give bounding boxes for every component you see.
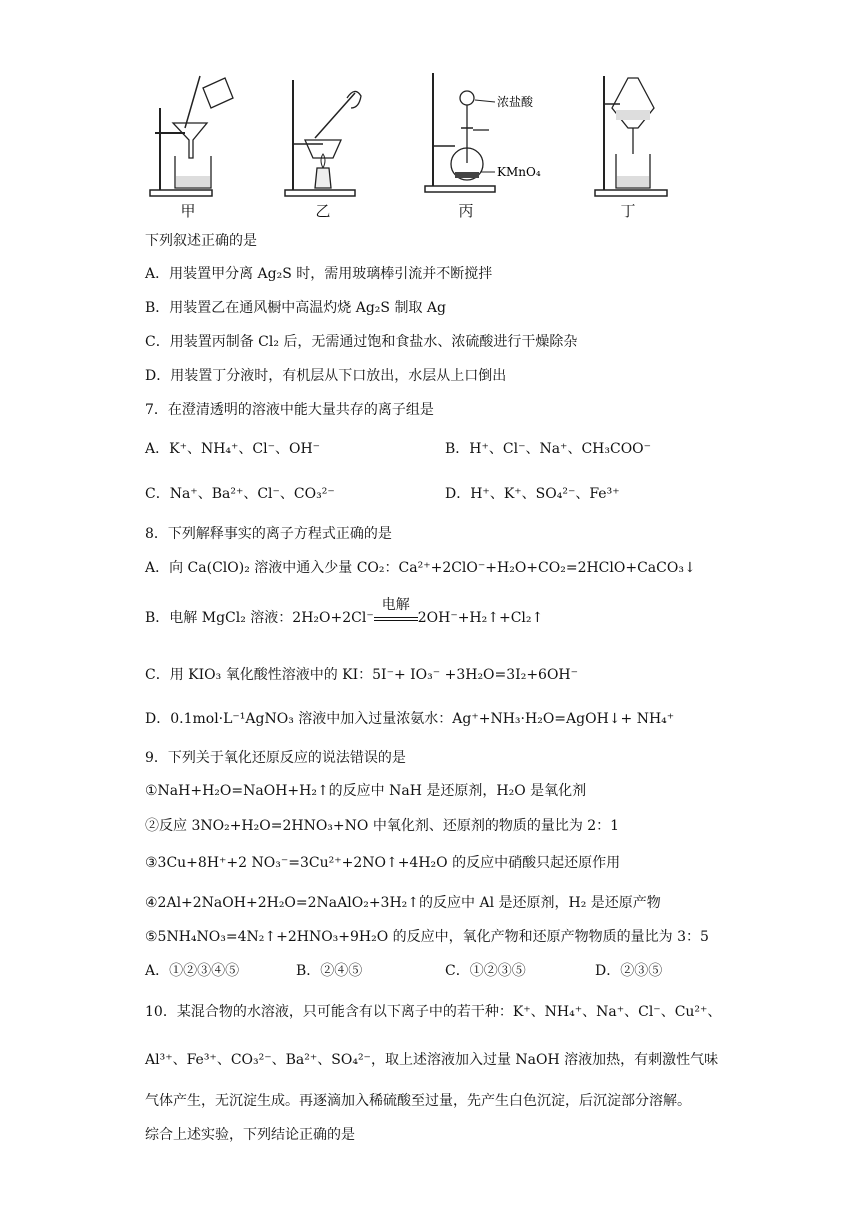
q8-option-b — [145, 597, 544, 628]
caption-bing: 丙 — [458, 202, 474, 220]
q9-option-d: D．②③⑤ — [595, 963, 663, 979]
q9-statement-3: ③3Cu+8H⁺+2 NO₃⁻=3Cu²⁺+2NO↑+4H₂O 的反应中硝酸只起还原作用 — [145, 855, 621, 871]
label-kmno4: KMnO₄ — [497, 165, 541, 179]
q10-line-2: Al³⁺、Fe³⁺、CO₃²⁻、Ba²⁺、SO₄²⁻，取上述溶液加入过量 NaOH 溶液加热，有刺激性气味 — [145, 1052, 719, 1068]
q8-option-a: A．向 Ca(ClO)₂ 溶液中通入少量 CO₂：Ca²⁺+2ClO⁻+H₂O+CO₂=2HClO+CaCO₃↓ — [145, 560, 696, 576]
caption-yi: 乙 — [315, 202, 331, 220]
q6-stem: 下列叙述正确的是 — [145, 233, 257, 249]
q7-option-c: C．Na⁺、Ba²⁺、Cl⁻、CO₃²⁻ — [145, 486, 335, 502]
q7-stem: 7．在澄清透明的溶液中能大量共存的离子组是 — [145, 402, 434, 418]
q8-stem: 8．下列解释事实的离子方程式正确的是 — [145, 526, 392, 542]
apparatus-ding-separatory-funnel — [590, 68, 680, 203]
q6-option-b: B．用装置乙在通风橱中高温灼烧 Ag₂S 制取 Ag — [145, 300, 446, 316]
q8-option-c: C．用 KIO₃ 氧化酸性溶液中的 KI：5I⁻+ IO₃⁻ +3H₂O=3I₂+6OH⁻ — [145, 667, 579, 683]
apparatus-figures — [140, 68, 700, 228]
q8-option-d: D．0.1mol·L⁻¹AgNO₃ 溶液中加入过量浓氨水：Ag⁺+NH₃·H₂O=AgOH↓+ NH₄⁺ — [145, 711, 675, 727]
q8-option-b-left: B．电解 MgCl₂ 溶液：2H₂O+2Cl⁻ — [145, 610, 374, 626]
label-conc-hcl: 浓盐酸 — [497, 95, 534, 109]
apparatus-yi-crucible — [275, 68, 370, 203]
q9-option-c: C．①②③⑤ — [445, 963, 526, 979]
q10-line-1: 10．某混合物的水溶液，只可能含有以下离子中的若干种：K⁺、NH₄⁺、Na⁺、Cl⁻、Cu²⁺、 — [145, 1004, 722, 1020]
apparatus-bing-chlorine — [415, 68, 565, 203]
q10-line-4: 综合上述实验，下列结论正确的是 — [145, 1127, 355, 1143]
apparatus-jia-filtration — [145, 68, 235, 203]
q9-statement-5: ⑤5NH₄NO₃=4N₂↑+2HNO₃+9H₂O 的反应中，氧化产物和还原产物物质的量比为 3：5 — [145, 929, 709, 945]
q7-option-b: B．H⁺、Cl⁻、Na⁺、CH₃COO⁻ — [445, 441, 652, 457]
q7-option-d: D．H⁺、K⁺、SO₄²⁻、Fe³⁺ — [445, 486, 620, 502]
electrolysis-sign — [374, 597, 418, 621]
q8-option-b-right: 2OH⁻+H₂↑+Cl₂↑ — [417, 610, 544, 626]
q9-statement-4: ④2Al+2NaOH+2H₂O=2NaAlO₂+3H₂↑的反应中 Al 是还原剂，H₂ 是还原产物 — [145, 895, 661, 911]
q6-option-a: A．用装置甲分离 Ag₂S 时，需用玻璃棒引流并不断搅拌 — [145, 266, 493, 282]
q6-option-c: C．用装置丙制备 Cl₂ 后，无需通过饱和食盐水、浓硫酸进行干燥除杂 — [145, 334, 578, 350]
caption-jia: 甲 — [180, 202, 196, 220]
q9-statement-2: ②反应 3NO₂+H₂O=2HNO₃+NO 中氧化剂、还原剂的物质的量比为 2：1 — [145, 818, 620, 834]
q9-stem: 9．下列关于氧化还原反应的说法错误的是 — [145, 750, 406, 766]
electrolysis-label: 电解 — [381, 597, 410, 613]
q9-option-b: B．②④⑤ — [296, 963, 363, 979]
q9-statement-1: ①NaH+H₂O=NaOH+H₂↑的反应中 NaH 是还原剂，H₂O 是氧化剂 — [145, 783, 587, 799]
q10-line-3: 气体产生，无沉淀生成。再逐滴加入稀硫酸至过量，先产生白色沉淀，后沉淀部分溶解。 — [145, 1093, 691, 1109]
q6-option-d: D．用装置丁分液时，有机层从下口放出，水层从上口倒出 — [145, 368, 507, 384]
q7-option-a: A．K⁺、NH₄⁺、Cl⁻、OH⁻ — [145, 441, 321, 457]
caption-ding: 丁 — [620, 202, 636, 220]
q9-option-a: A．①②③④⑤ — [145, 963, 240, 979]
